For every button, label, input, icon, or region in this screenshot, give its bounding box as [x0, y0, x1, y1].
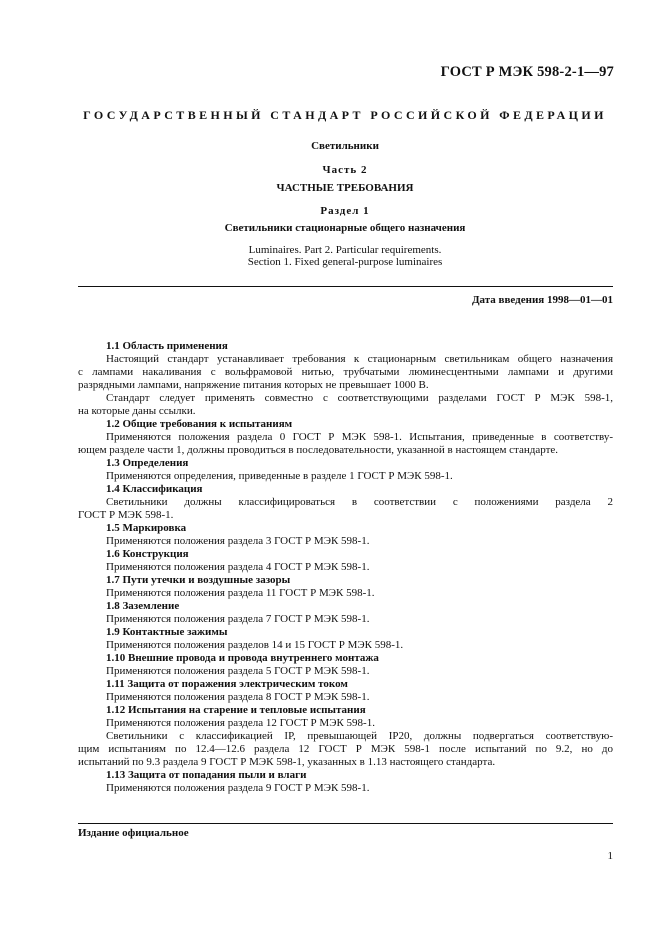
paragraph-line: Настоящий стандарт устанавливает требования к стационарным светильникам общего назначения: [106, 353, 613, 365]
title-section-name: Светильники стационарные общего назначения: [224, 222, 466, 234]
paragraph-line: ГОСТ Р МЭК 598-1.: [78, 509, 174, 521]
section-heading: 1.3 Определения: [106, 457, 189, 469]
section-heading: 1.2 Общие требования к испытаниям: [106, 418, 293, 430]
introduction-date: Дата введения 1998—01—01: [471, 294, 613, 306]
section-heading: 1.12 Испытания на старение и тепловые испытания: [106, 704, 366, 716]
section-heading: 1.9 Контактные зажимы: [106, 626, 228, 638]
section-paragraph: Применяются положения раздела 7 ГОСТ Р МЭК 598-1.: [106, 613, 370, 625]
section-heading: 1.5 Маркировка: [106, 522, 187, 534]
document-body: [78, 340, 613, 795]
state-standard-title: ГОСУДАРСТВЕННЫЙ СТАНДАРТ РОССИЙСКОЙ ФЕДЕРАЦИИ: [83, 108, 607, 122]
section-heading: 1.4 Классификация: [106, 483, 203, 495]
english-title-line-1: Luminaires. Part 2. Particular requirements.: [248, 244, 442, 256]
section-paragraph: [78, 496, 613, 522]
bottom-divider: [78, 823, 613, 824]
section-paragraph: Применяются положения раздела 12 ГОСТ Р МЭК 598-1.: [106, 717, 375, 729]
top-divider: [78, 286, 613, 287]
section-heading: 1.10 Внешние провода и провода внутреннего монтажа: [106, 652, 379, 664]
section-paragraph: [78, 431, 613, 457]
section-heading: 1.1 Область применения: [106, 340, 228, 352]
paragraph-line: Светильники с классификацией IP, превышающей IP20, должны подвергаться соответствую-: [106, 730, 613, 742]
section-paragraph: Применяются положения раздела 8 ГОСТ Р МЭК 598-1.: [106, 691, 370, 703]
section-heading: 1.11 Защита от поражения электрическим током: [106, 678, 348, 690]
edition-label: Издание официальное: [78, 827, 189, 839]
paragraph-line: Применяются положения раздела 0 ГОСТ Р МЭК 598-1. Испытания, приведенные в соответству-: [106, 431, 613, 443]
paragraph-line: с лампами накаливания с вольфрамовой нитью, трубчатыми люминесцентными лампами и другими: [78, 366, 613, 378]
paragraph-line: Стандарт следует применять совместно с соответствующими разделами ГОСТ Р МЭК 598-1,: [106, 392, 613, 404]
section-paragraph: [78, 392, 613, 418]
paragraph-line: ющем разделе части 1, должны проводиться в последовательности, указанной в настоящем стандарте.: [78, 444, 559, 456]
section-heading: 1.8 Заземление: [106, 600, 180, 612]
paragraph-line: разрядными лампами, напряжение питания которых не превышает 1000 В.: [78, 379, 429, 391]
section-heading: 1.13 Защита от попадания пыли и влаги: [106, 769, 307, 781]
title-main: Светильники: [311, 140, 379, 152]
document-code: ГОСТ Р МЭК 598-2-1—97: [440, 64, 614, 80]
title-part-name: ЧАСТНЫЕ ТРЕБОВАНИЯ: [276, 182, 414, 194]
section-paragraph: Применяются положения раздела 4 ГОСТ Р МЭК 598-1.: [106, 561, 370, 573]
section-heading: 1.6 Конструкция: [106, 548, 189, 560]
paragraph-line: на которые даны ссылки.: [78, 405, 196, 417]
paragraph-line: испытаний по 9.3 раздела 9 ГОСТ Р МЭК 598-1, указанных в 1.13 настоящего стандарта.: [78, 756, 496, 768]
title-section: Раздел 1: [320, 205, 370, 217]
section-paragraph: Применяются положения раздела 9 ГОСТ Р МЭК 598-1.: [106, 782, 370, 794]
title-part: Часть 2: [322, 164, 368, 176]
page-number: 1: [607, 850, 613, 862]
section-paragraph: [78, 353, 613, 392]
section-paragraph: [78, 730, 613, 769]
section-paragraph: Применяются положения раздела 5 ГОСТ Р МЭК 598-1.: [106, 665, 370, 677]
english-title-line-2: Section 1. Fixed general-purpose luminaires: [247, 256, 443, 268]
section-paragraph: Применяются положения разделов 14 и 15 ГОСТ Р МЭК 598-1.: [106, 639, 404, 651]
section-paragraph: Применяются положения раздела 11 ГОСТ Р МЭК 598-1.: [106, 587, 375, 599]
paragraph-line: Светильники должны классифицироваться в соответствии с положениями раздела 2: [106, 496, 613, 508]
paragraph-line: щим испытаниям по 12.4—12.6 раздела 12 ГОСТ Р МЭК 598-1 после испытаний по 9.2, но до: [78, 743, 613, 755]
section-heading: 1.7 Пути утечки и воздушные зазоры: [106, 574, 291, 586]
section-paragraph: Применяются положения раздела 3 ГОСТ Р МЭК 598-1.: [106, 535, 370, 547]
section-paragraph: Применяются определения, приведенные в разделе 1 ГОСТ Р МЭК 598-1.: [106, 470, 453, 482]
